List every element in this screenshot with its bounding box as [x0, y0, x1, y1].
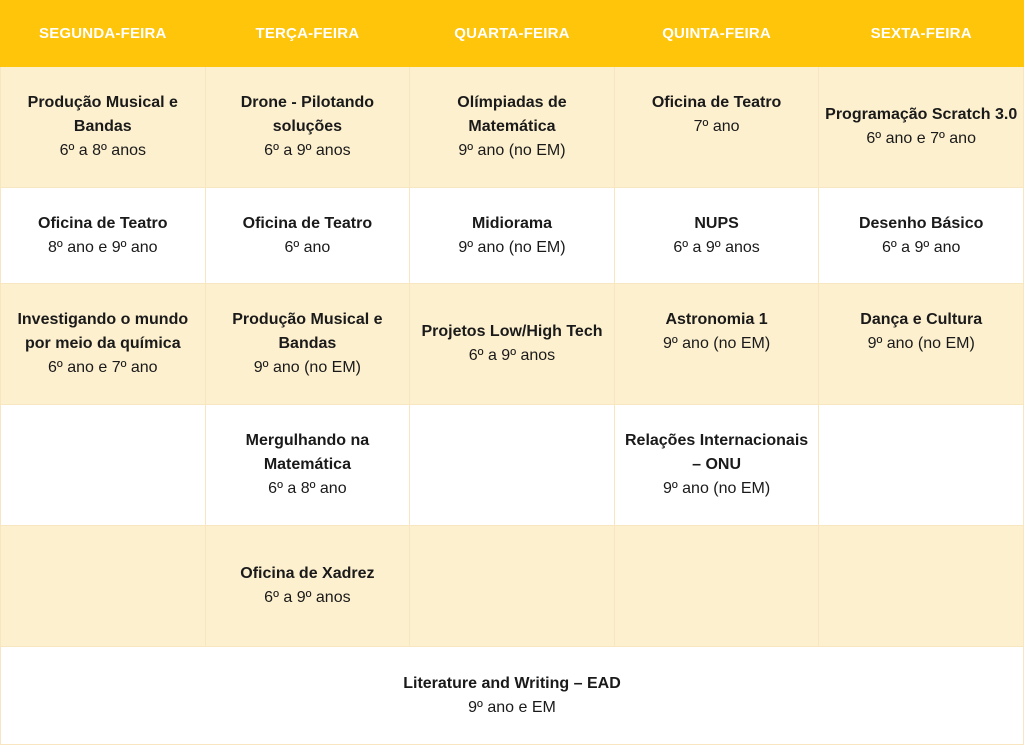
schedule-row	[1, 284, 1024, 405]
schedule-cell	[819, 284, 1024, 405]
activity-title: Astronomia 1	[665, 311, 768, 328]
schedule-cell	[614, 67, 819, 188]
schedule-cell	[614, 405, 819, 526]
activity-grade: 6º ano e 7º ano	[48, 359, 158, 376]
schedule-cell	[410, 67, 615, 188]
day-header-wednesday: QUARTA-FEIRA	[410, 1, 615, 67]
schedule-cell	[410, 526, 615, 647]
day-header-monday: SEGUNDA-FEIRA	[1, 1, 206, 67]
activity-grade: 6º a 8º anos	[59, 142, 146, 159]
activity-grade: 9º ano (no EM)	[662, 335, 771, 352]
schedule-cell	[614, 526, 819, 647]
activity-grade: 6º ano e 7º ano	[866, 130, 976, 147]
schedule-row	[1, 188, 1024, 284]
activity-grade: 9º ano (no EM)	[662, 480, 771, 497]
activity-title: Midiorama	[471, 214, 552, 232]
activity-grade: 6º a 9º anos	[264, 589, 351, 606]
schedule-cell	[1, 284, 206, 405]
footer-cell	[1, 647, 1024, 745]
schedule-cell	[410, 405, 615, 526]
activity-title: Relações Internacionais – ONU	[624, 432, 809, 473]
activity-title: Oficina de Teatro	[38, 214, 168, 232]
schedule-cell	[205, 67, 410, 188]
activity-title: Oficina de Teatro	[651, 94, 782, 111]
schedule-cell	[205, 405, 410, 526]
activity-title: Olímpiadas de Matemática	[457, 94, 567, 135]
activity-title: Produção Musical e Bandas	[27, 94, 178, 135]
footer-activity-title: Literature and Writing – EAD	[403, 674, 621, 692]
activity-grade: 6º a 9º ano	[881, 238, 961, 256]
activity-title: Programação Scratch 3.0	[825, 106, 1018, 123]
activity-title: Mergulhando na Matemática	[245, 432, 370, 473]
activity-grade: 6º a 9º anos	[468, 347, 556, 364]
activity-title: Investigando o mundo por meio da química	[17, 311, 189, 352]
header-row	[1, 1, 1024, 67]
schedule-cell	[819, 405, 1024, 526]
day-header-tuesday: TERÇA-FEIRA	[205, 1, 410, 67]
footer-activity-grade: 9º ano e EM	[468, 698, 556, 716]
schedule-row	[1, 526, 1024, 647]
schedule-cell	[614, 188, 819, 284]
day-header-thursday: QUINTA-FEIRA	[614, 1, 819, 67]
activity-grade: 8º ano e 9º ano	[48, 238, 158, 256]
schedule-cell	[819, 188, 1024, 284]
schedule-cell	[410, 284, 615, 405]
schedule-row	[1, 67, 1024, 188]
activity-grade: 9º ano (no EM)	[458, 142, 566, 159]
schedule-cell	[614, 284, 819, 405]
day-header-friday: SEXTA-FEIRA	[819, 1, 1024, 67]
activity-grade: 6º a 9º anos	[264, 142, 351, 159]
schedule-cell	[1, 188, 206, 284]
schedule-cell	[819, 67, 1024, 188]
footer-row	[1, 647, 1024, 745]
activity-title: Oficina de Teatro	[242, 214, 373, 232]
schedule-cell	[205, 284, 410, 405]
activity-grade: 9º ano (no EM)	[458, 238, 566, 256]
schedule-cell	[1, 405, 206, 526]
activity-grade: 7º ano	[693, 118, 740, 135]
activity-title: Projetos Low/High Tech	[421, 323, 603, 340]
activity-title: Oficina de Xadrez	[240, 565, 375, 582]
activity-grade: 6º ano	[284, 238, 331, 256]
schedule-row	[1, 405, 1024, 526]
activity-title: Desenho Básico	[858, 214, 984, 232]
schedule-cell	[410, 188, 615, 284]
activity-grade: 6º a 8º ano	[268, 480, 347, 497]
schedule-cell	[819, 526, 1024, 647]
activity-title: Dança e Cultura	[860, 311, 983, 328]
activity-title: NUPS	[694, 214, 739, 232]
activity-grade: 9º ano (no EM)	[867, 335, 975, 352]
activity-grade: 6º a 9º anos	[673, 238, 760, 256]
activity-title: Produção Musical e Bandas	[232, 311, 383, 352]
schedule-cell	[205, 526, 410, 647]
schedule-cell	[1, 526, 206, 647]
activity-title: Drone - Pilotando soluções	[240, 94, 375, 135]
schedule-cell	[205, 188, 410, 284]
activity-grade: 9º ano (no EM)	[253, 359, 361, 376]
schedule-cell	[1, 67, 206, 188]
